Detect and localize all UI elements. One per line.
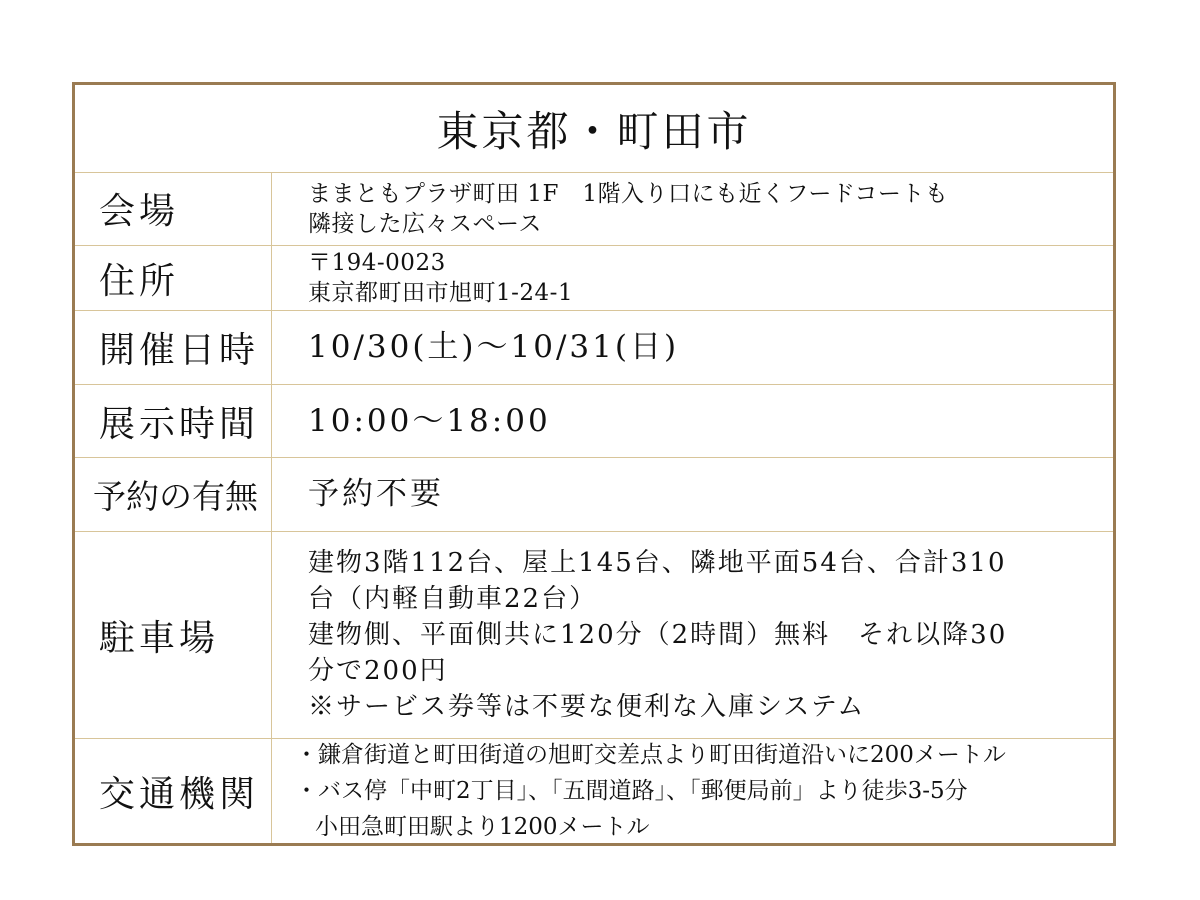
dates-label: 開催日時 <box>75 311 272 384</box>
transport-line: ・鎌倉街道と町田街道の旭町交差点より町田街道沿いに200メートル <box>295 742 1006 768</box>
venue-line: 隣接した広々スペース <box>308 210 542 237</box>
hours-value <box>308 385 1105 457</box>
venue-row <box>75 172 1113 246</box>
table-title: 東京都・町田市 <box>75 85 1113 173</box>
dates-line: 10/30(土)～10/31(日) <box>308 329 680 365</box>
hours-row <box>75 385 1113 458</box>
parking-line: 建物3階112台、屋上145台、隣地平面54台、合計310 <box>308 548 1007 578</box>
hours-line: 10:00～18:00 <box>308 402 551 439</box>
transport-line: 小田急町田駅より1200メートル <box>315 814 650 840</box>
reservation-row <box>75 458 1113 532</box>
address-row <box>75 246 1113 311</box>
reservation-line: 予約不要 <box>308 476 444 512</box>
hours-label: 展示時間 <box>75 385 272 457</box>
venue-value <box>308 172 1105 245</box>
venue-label: 会場 <box>75 172 272 245</box>
transport-label: 交通機関 <box>75 739 272 843</box>
transport-value <box>295 739 1105 843</box>
street-address: 東京都町田市旭町1-24-1 <box>308 280 574 306</box>
event-info-table <box>72 82 1116 846</box>
address-label: 住所 <box>75 246 272 310</box>
dates-row <box>75 311 1113 385</box>
parking-label: 駐車場 <box>75 532 272 738</box>
parking-line: 台（内軽自動車22台） <box>308 584 598 614</box>
venue-line: ままともプラザ町田 1F 1階入り口にも近くフードコートも <box>308 180 949 207</box>
reservation-value <box>308 458 1105 531</box>
parking-line: 分で200円 <box>308 656 448 686</box>
parking-line: 建物側、平面側共に120分（2時間）無料 それ以降30 <box>308 620 1008 650</box>
parking-value <box>308 532 1105 738</box>
address-value <box>308 246 1105 310</box>
parking-line: ※サービス券等は不要な便利な入庫システム <box>308 692 866 722</box>
transport-row <box>75 739 1113 843</box>
postal-code: 〒194-0023 <box>308 250 446 276</box>
dates-value <box>308 311 1105 384</box>
reservation-label: 予約の有無 <box>75 458 272 531</box>
transport-line: ・バス停「中町2丁目」、「五間道路」、「郵便局前」より徒歩3-5分 <box>295 778 968 804</box>
parking-row <box>75 532 1113 739</box>
